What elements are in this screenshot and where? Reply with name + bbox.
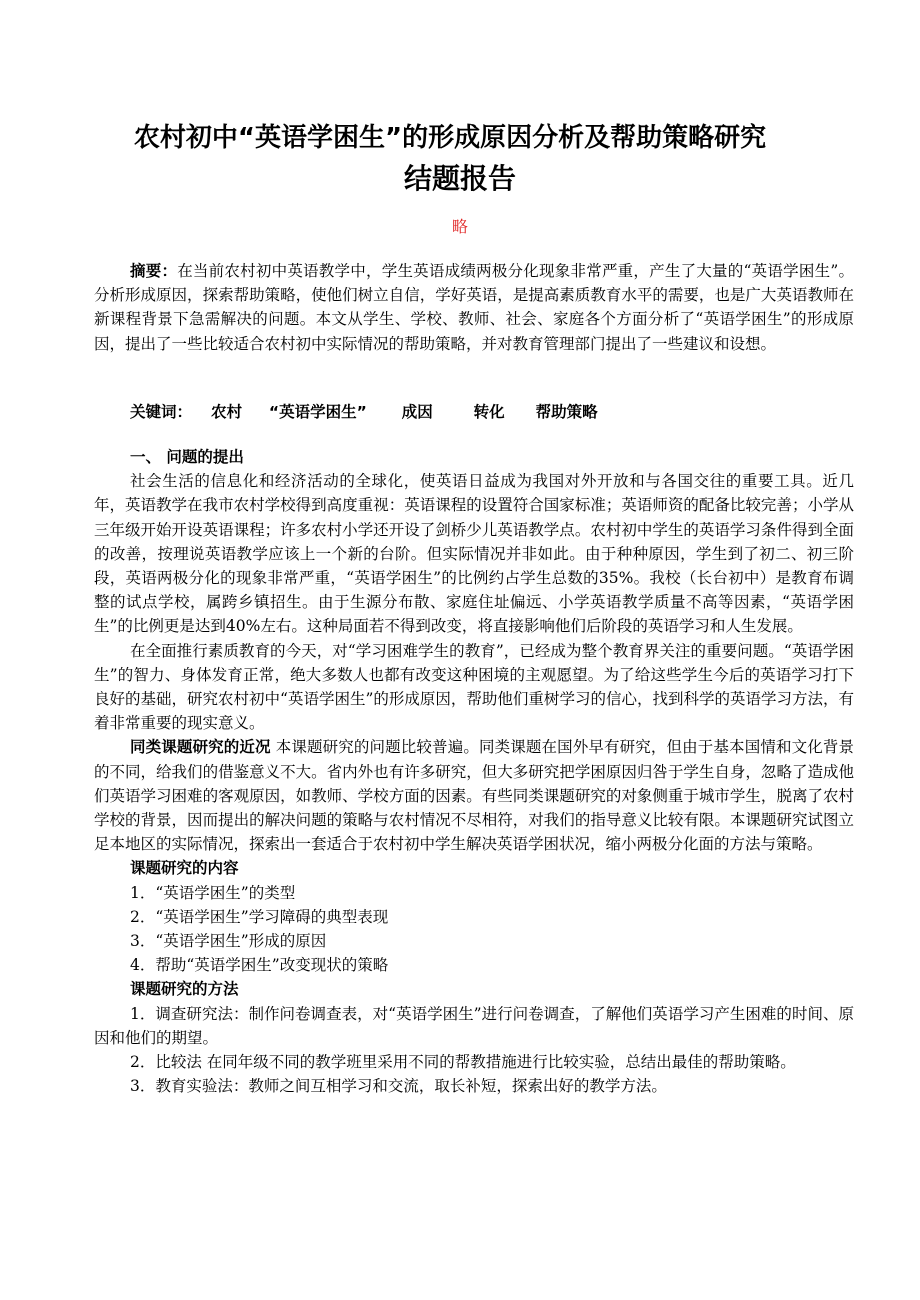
method-heading: 课题研究的方法 xyxy=(130,980,239,999)
keyword-item: 成因 xyxy=(401,403,433,421)
paragraph-2: 在全面推行素质教育的今天，对“学习困难学生的教育”，已经成为整个教育界关注的重要问题。“英语学困生”的智力、身体发育正常，绝大多数人也都有改变这种困境的主观愿望。为了给这些学生今后的英语学习打下良好的基础，研究农村初中“英语学困生”的形成原因，帮助他们重树学习的信心，找到科学的英语学习方法，有着非常重要的现实意义。 xyxy=(94,641,854,733)
content-heading: 课题研究的内容 xyxy=(130,859,239,878)
keyword-item: 转化 xyxy=(473,403,505,421)
keyword-item: 帮助策略 xyxy=(535,403,598,421)
keywords xyxy=(94,400,890,424)
content-item: 2．“英语学困生”学习障碍的典型表现 xyxy=(130,907,389,926)
section-1 xyxy=(94,445,854,1098)
keyword-item: “英语学困生” xyxy=(268,403,367,421)
method-item: 3．教育实验法：教师之间互相学习和交流，取长补短，探索出好的教学方法。 xyxy=(130,1077,667,1096)
method-item: 2．比较法 在同年级不同的教学班里采用不同的帮教措施进行比较实验，总结出最佳的帮助策略。 xyxy=(130,1053,796,1072)
title-line-2: 结题报告 xyxy=(403,162,516,195)
keywords-label: 关键词： xyxy=(130,403,193,421)
abstract-text: 在当前农村初中英语教学中，学生英语成绩两极分化现象非常严重，产生了大量的“英语学困生”。分析形成原因，探索帮助策略，使他们树立自信，学好英语，是提高素质教育水平的需要，也是广大英语教师在新课程背景下急需解决的问题。本文从学生、学校、教师、社会、家庭各个方面分析了“英语学困生”的形成原因，提出了一些比较适合农村初中实际情况的帮助策略，并对教育管理部门提出了一些建议和设想。 xyxy=(94,262,854,353)
paragraph-1: 社会生活的信息化和经济活动的全球化，使英语日益成为我国对外开放和与各国交往的重要工具。近几年，英语教学在我市农村学校得到高度重视：英语课程的设置符合国家标准；英语师资的配备比较完善；小学从三年级开始开设英语课程；许多农村小学还开设了剑桥少儿英语教学点。农村初中学生的英语学习条件得到全面的改善，按理说英语教学应该上一个新的台阶。但实际情况并非如此。由于种种原因，学生到了初二、初三阶段，英语两极分化的现象非常严重，“英语学困生”的比例约占学生总数的35%。我校（长台初中）是教育布调整的试点学校，属跨乡镇招生。由于生源分布散、家庭住址偏远、小学英语教学质量不高等因素，“英语学困生”的比例更是达到40%左右。这种局面若不得到改变，将直接影响他们后阶段的英语学习和人生发展。 xyxy=(94,472,854,636)
abstract-label: 摘要： xyxy=(130,262,178,280)
content-item: 3．“英语学困生”形成的原因 xyxy=(130,932,327,951)
paragraph-3 xyxy=(94,735,854,856)
method-item: 1．调查研究法：制作问卷调查表，对“英语学困生”进行问卷调查，了解他们英语学习产生困难的时间、原因和他们的期望。 xyxy=(94,1004,854,1047)
content-item: 4．帮助“英语学困生”改变现状的策略 xyxy=(130,956,389,975)
abstract xyxy=(94,259,854,356)
keyword-item: 农村 xyxy=(210,403,242,421)
title-line-1: 农村初中“英语学困生”的形成原因分析及帮助策略研究 xyxy=(133,123,767,153)
paragraph-3-text: 本课题研究的问题比较普遍。同类课题在国外早有研究，但由于基本国情和文化背景的不同，给我们的借鉴意义不大。省内外也有许多研究，但大多研究把学困原因归咎于学生自身，忽略了造成他们英语学习困难的客观原因，如教师、学校方面的因素。有些同类课题研究的对象侧重于城市学生，脱离了农村学校的背景，因而提出的解决问题的策略与农村情况不尽相符，对我们的指导意义比较有限。本课题研究试图立足本地区的实际情况，探索出一套适合于农村初中学生解决英语学困状况，缩小两极分化面的方法与策略。 xyxy=(94,738,854,854)
author: 略 xyxy=(451,217,468,236)
section-1-heading: 一、 问题的提出 xyxy=(130,448,244,466)
paragraph-3-label: 同类课题研究的近况 xyxy=(130,738,271,757)
content-item: 1．“英语学困生”的类型 xyxy=(130,883,296,902)
